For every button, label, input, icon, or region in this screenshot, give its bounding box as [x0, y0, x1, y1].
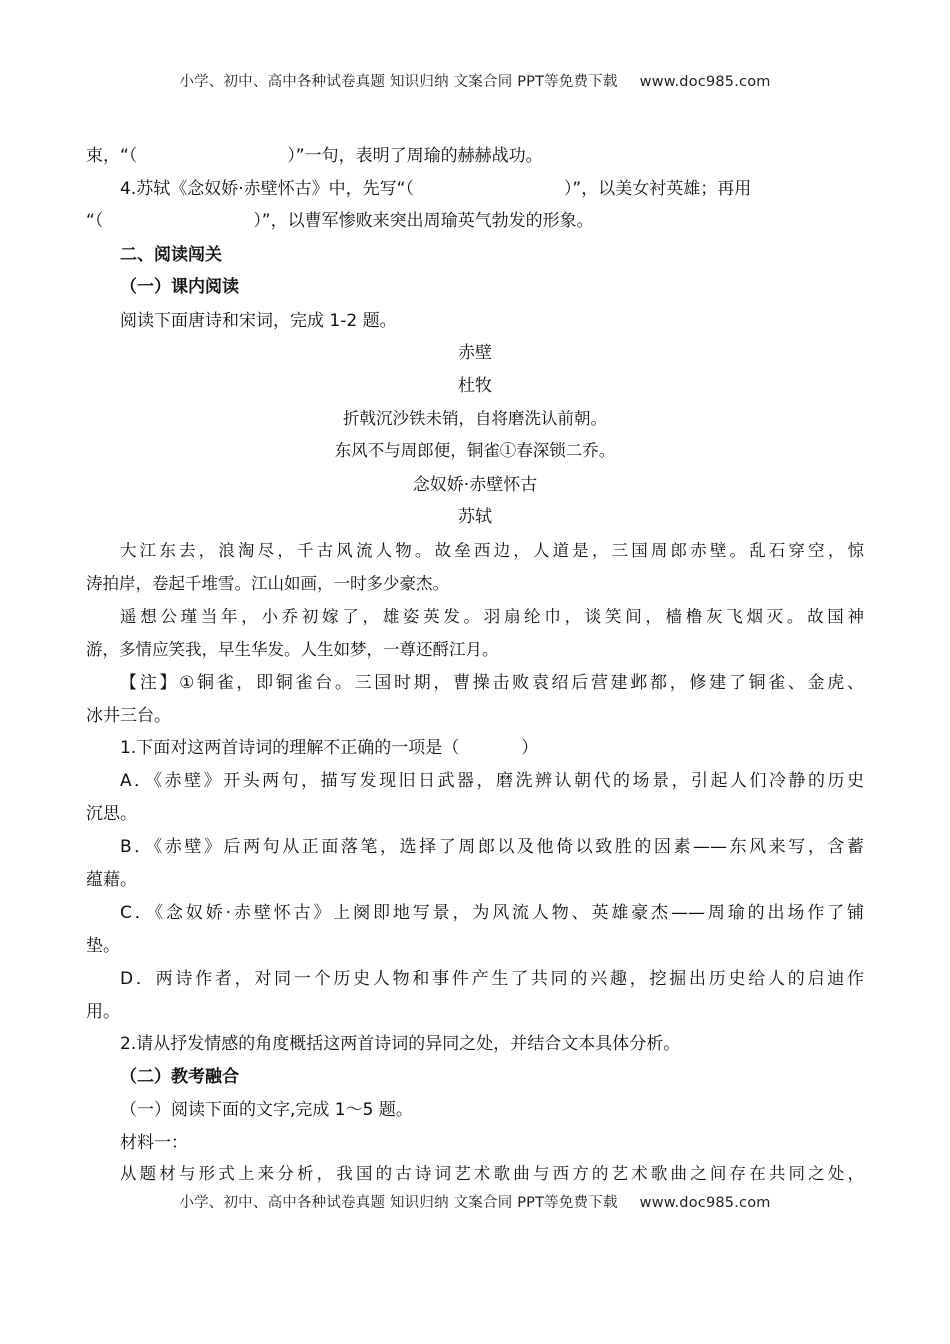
poem-author: 杜牧 [458, 376, 492, 396]
option-c[interactable]: 垫。 [86, 936, 120, 956]
header-text: 小学、初中、高中各种试卷真题 知识归纳 文案合同 PPT等免费下载 [179, 74, 618, 90]
option-b[interactable]: 蕴藉。 [86, 870, 137, 890]
poem-line: 东风不与周郎便，铜雀①春深锁二乔。 [334, 441, 616, 460]
option-d[interactable]: D．两诗作者，对同一个历史人物和事件产生了共同的兴趣，挖掘出历史给人的启迪作 [120, 969, 864, 989]
option-b[interactable]: B．《赤壁》后两句从正面落笔，选择了周郎以及他倚以致胜的因素——东风来写，含蓄 [120, 837, 864, 857]
poem-text: 游，多情应笑我，早生华发。人生如梦，一尊还酹江月。 [86, 640, 499, 659]
material-label: 材料一： [120, 1133, 188, 1153]
instruction: （一）阅读下面的文字,完成 1～5 题。 [120, 1100, 413, 1120]
footer-text: 小学、初中、高中各种试卷真题 知识归纳 文案合同 PPT等免费下载 [179, 1195, 618, 1211]
note: 【注】①铜雀，即铜雀台。三国时期，曹操击败袁绍后营建邺都，修建了铜雀、金虎、 [120, 673, 864, 693]
page-header [0, 70, 950, 91]
poem-title: 赤壁 [458, 343, 492, 363]
subsection-title: （一）课内阅读 [120, 277, 239, 297]
header-url[interactable]: www.doc985.com [639, 74, 771, 90]
poem-text: 涛拍岸，卷起千堆雪。江山如画，一时多少豪杰。 [86, 574, 449, 593]
question-2: 2.请从抒发情感的角度概括这两首诗词的异同之处，并结合文本具体分析。 [120, 1034, 681, 1054]
footer-url[interactable]: www.doc985.com [639, 1195, 771, 1211]
question-4-line-2: “（ ）”，以曹军惨败来突出周瑜英气勃发的形象。 [86, 211, 594, 231]
note: 冰井三台。 [86, 706, 171, 726]
poem-line: 折戟沉沙铁未销，自将磨洗认前朝。 [343, 409, 607, 428]
option-d[interactable]: 用。 [86, 1002, 120, 1022]
question-4-line-1: 4.苏轼《念奴娇·赤壁怀古》中，先写“（ ）”，以美女衬英雄；再用 [120, 179, 752, 199]
poem-title: 念奴娇·赤壁怀古 [412, 475, 538, 495]
page-footer [0, 1191, 950, 1212]
subsection-title: （二）教考融合 [120, 1067, 239, 1087]
option-a[interactable]: A．《赤壁》开头两句，描写发现旧日武器，磨洗辨认朝代的场景，引起人们冷静的历史 [120, 771, 864, 791]
instruction: 阅读下面唐诗和宋词，完成 1-2 题。 [120, 311, 397, 331]
section-title: 二、阅读闯关 [120, 245, 222, 265]
option-c[interactable]: C．《念奴娇·赤壁怀古》上阕即地写景，为风流人物、英雄豪杰——周瑜的出场作了铺 [120, 903, 864, 923]
fill-line-1: 束，“（ ）”一句，表明了周瑜的赫赫战功。 [86, 146, 543, 166]
material-text: 从题材与形式上来分析，我国的古诗词艺术歌曲与西方的艺术歌曲之间存在共同之处， [120, 1164, 864, 1183]
question-1-stem: 1.下面对这两首诗词的理解不正确的一项是（ ） [120, 738, 539, 758]
option-a[interactable]: 沉思。 [86, 804, 137, 824]
poem-text: 大江东去，浪淘尽，千古风流人物。故垒西边，人道是，三国周郎赤壁。乱石穿空，惊 [120, 541, 864, 560]
poem-text: 遥想公瑾当年，小乔初嫁了，雄姿英发。羽扇纶巾，谈笑间，樯橹灰飞烟灭。故国神 [120, 607, 864, 626]
poem-author: 苏轼 [458, 507, 492, 527]
